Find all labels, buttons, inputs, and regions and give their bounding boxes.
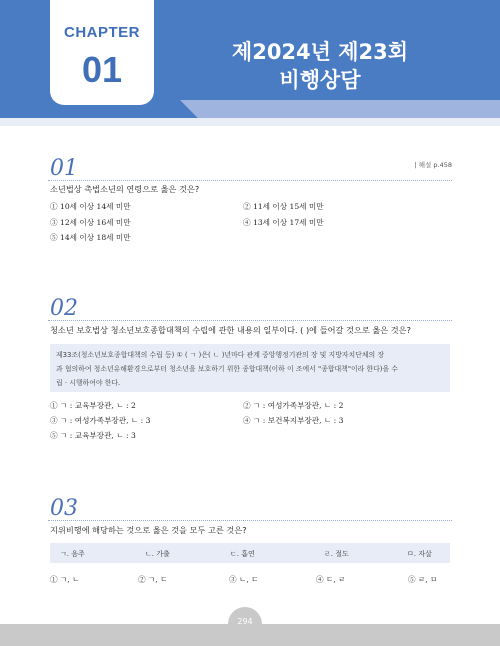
q2-option-4[interactable]: ④ ㄱ : 보건복지부장관, ㄴ : 3 — [243, 416, 344, 425]
question-2-number: 02 — [50, 296, 78, 321]
question-3-number: 03 — [50, 496, 78, 521]
q3-item-5: ㅁ. 자살 — [407, 550, 432, 558]
q2-option-2[interactable]: ② ㄱ : 여성가족부장관, ㄴ : 2 — [243, 401, 344, 410]
banner-stripe — [0, 118, 500, 126]
page-number: 294 — [228, 607, 262, 641]
law-excerpt-box — [50, 344, 450, 392]
answer-reference: | 해설 p.458 — [414, 161, 452, 169]
q3-option-3[interactable]: ③ ㄴ, ㄷ — [229, 575, 259, 584]
q3-item-3: ㄷ. 흡연 — [230, 550, 255, 558]
chapter-label: CHAPTER — [63, 24, 140, 41]
question-3-divider — [48, 520, 452, 521]
question-1-number: 01 — [50, 156, 78, 181]
q2-option-3[interactable]: ③ ㄱ : 여성가족부장관, ㄴ : 3 — [50, 416, 151, 425]
q1-option-5[interactable]: ⑤ 14세 이상 18세 미만 — [50, 233, 131, 242]
chapter-tab — [50, 0, 154, 105]
q3-item-1: ㄱ. 음주 — [60, 550, 85, 558]
q3-option-2[interactable]: ② ㄱ, ㄷ — [138, 575, 168, 584]
q3-item-2: ㄴ. 가출 — [145, 550, 170, 558]
question-2-divider — [48, 320, 452, 321]
q1-option-4[interactable]: ④ 13세 이상 17세 미만 — [243, 218, 324, 227]
question-1-divider — [48, 180, 452, 181]
q3-item-4: ㄹ. 절도 — [324, 550, 349, 558]
question-3-text: 지위비행에 해당하는 것으로 옳은 것을 모두 고른 것은? — [50, 525, 247, 535]
q3-option-4[interactable]: ④ ㄷ, ㄹ — [316, 575, 346, 584]
chapter-number: 01 — [81, 49, 123, 90]
q1-option-1[interactable]: ① 10세 이상 14세 미만 — [50, 202, 131, 211]
law-excerpt-line-3: 립 · 시행하여야 한다. — [56, 379, 121, 387]
chapter-title-line2: 비행상담 — [279, 68, 361, 92]
question-2-text: 청소년 보호법상 청소년보호종합대책의 수립에 관한 내용의 일부이다. ( )에 들어갈 것으로 옳은 것은? — [50, 325, 411, 335]
q2-option-1[interactable]: ① ㄱ : 교육부장관, ㄴ : 2 — [50, 401, 136, 410]
question-1-text: 소년법상 촉법소년의 연령으로 옳은 것은? — [50, 184, 200, 194]
q1-option-3[interactable]: ③ 12세 이상 16세 미만 — [50, 218, 131, 227]
q1-option-2[interactable]: ② 11세 이상 15세 미만 — [243, 202, 324, 211]
law-excerpt-line-1: 제33조(청소년보호종합대책의 수립 등) ① ( ㄱ )은( ㄴ )년마다 관계 중앙행정기관의 장 및 지방자치단체의 장 — [56, 351, 384, 359]
chapter-title-line1: 제2024년 제23회 — [231, 40, 409, 64]
q2-option-5[interactable]: ⑤ ㄱ : 교육부장관, ㄴ : 3 — [50, 431, 136, 440]
q3-option-1[interactable]: ① ㄱ, ㄴ — [50, 575, 80, 584]
q3-option-5[interactable]: ⑤ ㄹ, ㅁ — [408, 575, 438, 584]
law-excerpt-line-2: 과 협의하여 청소년유해환경으로부터 청소년을 보호하기 위한 종합대책(이하 이 조에서 "종합대책"이라 한다)을 수 — [56, 365, 398, 373]
q3-items-row — [50, 543, 450, 563]
